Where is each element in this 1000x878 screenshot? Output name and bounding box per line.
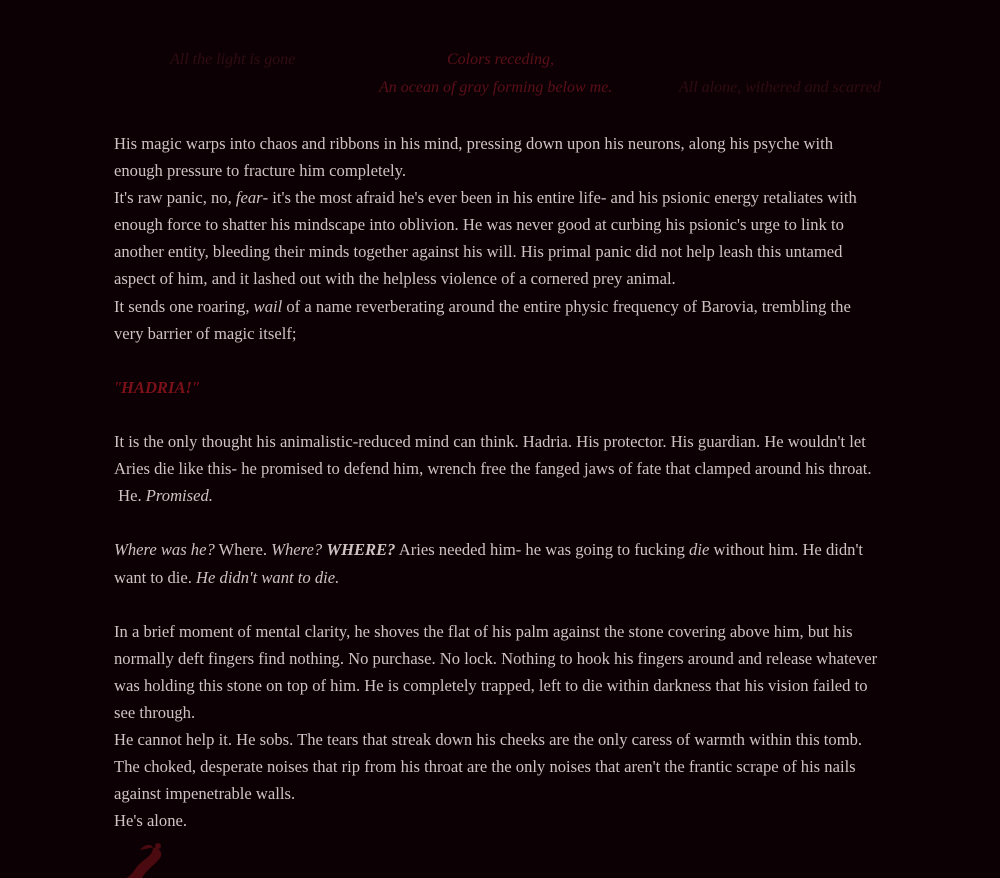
- text-span: without him. He didn't want to die.: [114, 540, 864, 587]
- story-body: [114, 130, 884, 834]
- emphasis-wail: wail: [253, 296, 283, 316]
- text-span: He.: [114, 486, 146, 506]
- paragraph-he-promised: [114, 482, 884, 509]
- paragraph-alone: He's alone.: [114, 811, 188, 831]
- emphasis-die: die: [689, 540, 710, 560]
- shout-text: HADRIA!: [120, 377, 192, 397]
- text-span: Aries needed him- he was going to fucking: [395, 540, 690, 560]
- text-span: It sends one roaring,: [114, 296, 254, 316]
- emphasis-text: Where?: [271, 540, 323, 560]
- spacer: [114, 401, 884, 428]
- text-span: Where.: [214, 540, 272, 560]
- quote-mark: ": [114, 377, 121, 397]
- spacer: [114, 509, 884, 536]
- emphasis-text: He didn't want to die.: [196, 567, 340, 587]
- emphasis-promised: Promised.: [145, 486, 213, 506]
- blood-splatter-decoration: [122, 838, 182, 878]
- paragraph-where-was-he: [114, 536, 884, 590]
- spacer: [114, 591, 884, 618]
- paragraph-sobs: He cannot help it. He sobs. The tears that streak down his cheeks are the only caress of warmth within this tomb. The choked, desperate noises that rip from his throat are the only noises that aren't the frantic scrape of his nails against impenetrable walls.: [114, 730, 863, 804]
- emphasis-fear: fear: [235, 188, 263, 208]
- emphasis-where-shout: WHERE?: [326, 540, 396, 560]
- lyric-line-3: An ocean of gray forming below me.: [379, 79, 613, 96]
- lyric-line-4: All alone, withered and scarred: [679, 79, 881, 96]
- paragraph-mental-clarity: In a brief moment of mental clarity, he shoves the flat of his palm against the stone covering above him, but his normally deft fingers find nothing. No purchase. No lock. Nothing to hook his fingers around and release whatever was holding this stone on top of him. He is completely trapped, left to die within darkness that his vision failed to see through.: [114, 621, 878, 722]
- lyric-line-1: All the light is gone: [170, 51, 296, 68]
- paragraph-raw-panic: [114, 184, 884, 292]
- paragraph-only-thought: It is the only thought his animalistic-reduced mind can think. Hadria. His protector. His guardian. He wouldn't let Aries die like this- he promised to defend him, wrench free the fanged jaws of fate that clamped around his throat.: [114, 432, 872, 479]
- paragraph-roaring-wail: [114, 293, 884, 347]
- text-span: It's raw panic, no,: [114, 188, 236, 208]
- spacer: [114, 347, 884, 374]
- paragraph-magic-warps: His magic warps into chaos and ribbons in his mind, pressing down upon his neurons, along his psyche with enough pressure to fracture him completely.: [114, 134, 833, 181]
- text-span: of a name reverberating around the entire physic frequency of Barovia, trembling the very barrier of magic itself;: [114, 296, 851, 343]
- shout-hadria: [114, 374, 884, 401]
- lyric-line-2: Colors receding,: [447, 51, 554, 68]
- text-span: - it's the most afraid he's ever been in his entire life- and his psionic energy retaliates with enough force to shatter his mindscape into oblivion. He was never good at curbing his psionic's urge to link to another entity, bleeding their minds together against his will. His primal panic did not help leash this untamed aspect of him, and it lashed out with the helpless violence of a cornered prey animal.: [114, 188, 857, 289]
- quote-mark: ": [191, 377, 199, 397]
- emphasis-text: Where was he?: [114, 540, 215, 560]
